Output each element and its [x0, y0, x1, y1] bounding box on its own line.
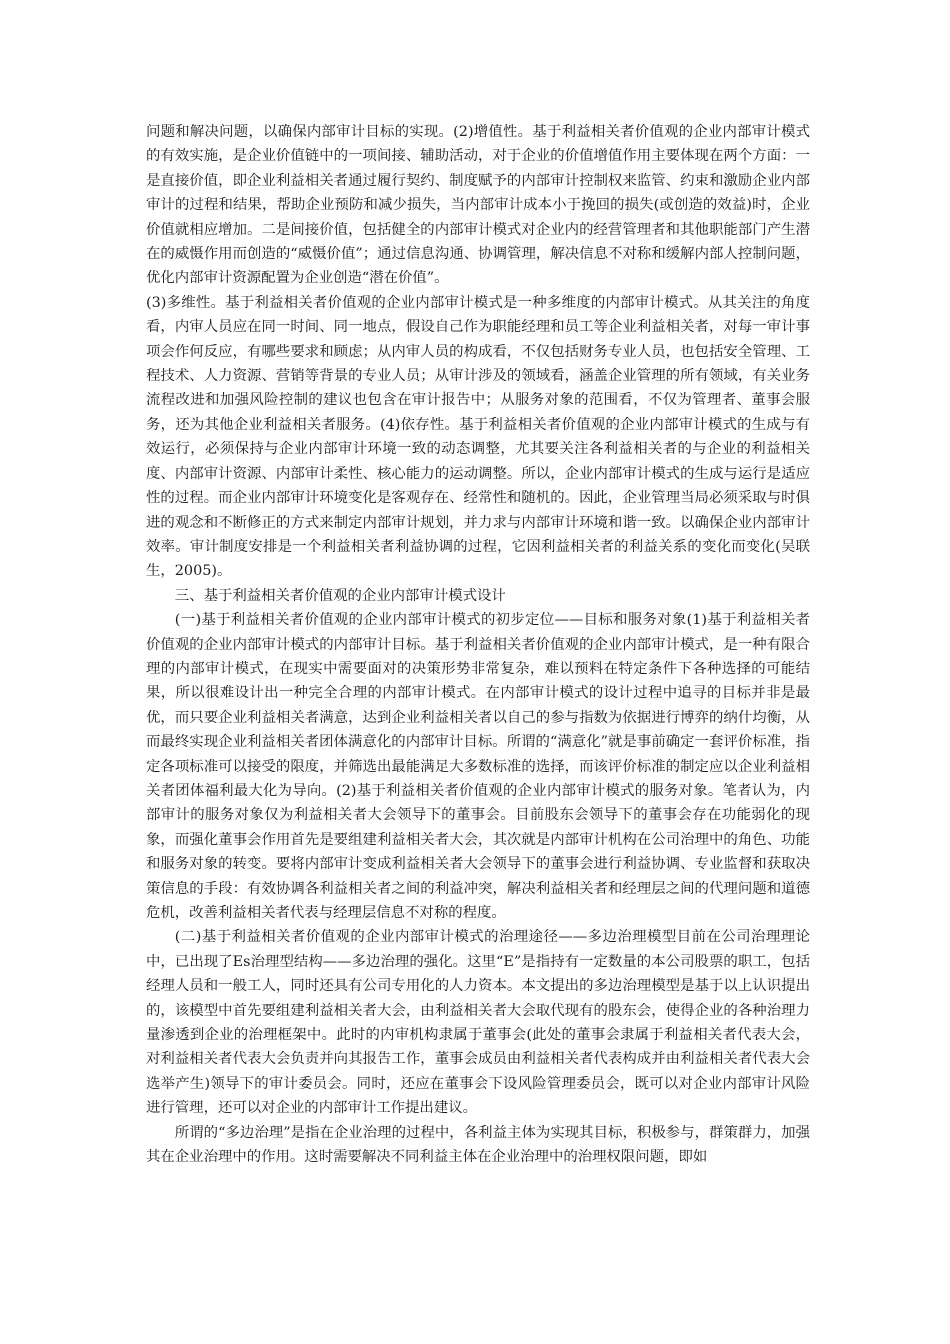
paragraph-positioning: (一)基于利益相关者价值观的企业内部审计模式的初步定位——目标和服务对象(1)基于利益相关者价值观的企业内部审计模式的内部审计目标。基于利益相关者价值观的企业内部审计模式，是一种有限合理的内部审计模式，在现实中需要面对的决策形势非常复杂，难以预料在特定条件下各种选择的可能结果，所以很难设计出一种完全合理的内部审计模式。在内部审计模式的设计过程中追寻的目标并非是最优，而只要企业利益相关者满意，达到企业利益相关者以自己的参与指数为依据进行博弈的纳什均衡，从而最终实现企业利益相关者团体满意化的内部审计目标。所谓的“满意化”就是事前确定一套评价标准，指定各项标准可以接受的限度，并筛选出最能满足大多数标准的选择，而该评价标准的制定应以企业利益相关者团体福利最大化为导向。(2)基于利益相关者价值观的企业内部审计模式的服务对象。笔者认为，内部审计的服务对象仅为利益相关者大会领导下的董事会。目前股东会领导下的董事会存在功能弱化的现象，而强化董事会作用首先是要组建利益相关者大会，其次就是内部审计机构在公司治理中的角色、功能和服务对象的转变。要将内部审计变成利益相关者大会领导下的董事会进行利益协调、专业监督和获取决策信息的手段：有效协调各利益相关者之间的利益冲突，解决利益相关者和经理层之间的代理问题和道德危机，改善利益相关者代表与经理层信息不对称的程度。 — [146, 612, 810, 921]
section-heading: 三、基于利益相关者价值观的企业内部审计模式设计 — [174, 587, 506, 604]
document-page — [146, 120, 810, 1169]
paragraph-multilateral: 所谓的“多边治理”是指在企业治理的过程中，各利益主体为实现其目标，积极参与，群策群力，加强其在企业治理中的作用。这时需要解决不同利益主体在企业治理中的治理权限问题，即如 — [146, 1124, 810, 1166]
paragraph-value-added: 问题和解决问题，以确保内部审计目标的实现。(2)增值性。基于利益相关者价值观的企业内部审计模式的有效实施，是企业价值链中的一项间接、辅助活动，对于企业的价值增值作用主要体现在两个方面：一是直接价值，即企业利益相关者通过履行契约、制度赋予的内部审计控制权来监管、约束和激励企业内部审计的过程和结果，帮助企业预防和减少损失，当内部审计成本小于挽回的损失(或创造的效益)时，企业价值就相应增加。二是间接价值，包括健全的内部审计模式对企业内的经营管理者和其他职能部门产生潜在的威慑作用而创造的“威慑价值”；通过信息沟通、协调管理，解决信息不对称和缓解内部人控制问题，优化内部审计资源配置为企业创造“潜在价值”。 — [146, 124, 810, 287]
paragraph-governance: (二)基于利益相关者价值观的企业内部审计模式的治理途径——多边治理模型目前在公司治理理论中，已出现了Es治理型结构——多边治理的强化。这里“E”是指持有一定数量的本公司股票的职工，包括经理人员和一般工人，同时还具有公司专用化的人力资本。本文提出的多边治理模型是基于以上认识提出的，该模型中首先要组建利益相关者大会，由利益相关者大会取代现有的股东会，使得企业的各种治理力量渗透到企业的治理框架中。此时的内审机构隶属于董事会(此处的董事会隶属于利益相关者代表大会，对利益相关者代表大会负责并向其报告工作，董事会成员由利益相关者代表构成并由利益相关者代表大会选举产生)领导下的审计委员会。同时，还应在董事会下设风险管理委员会，既可以对企业内部审计风险进行管理，还可以对企业的内部审计工作提出建议。 — [146, 929, 810, 1117]
paragraph-multidimensional: (3)多维性。基于利益相关者价值观的企业内部审计模式是一种多维度的内部审计模式。从其关注的角度看，内审人员应在同一时间、同一地点，假设自己作为职能经理和员工等企业利益相关者，对每一审计事项会作何反应，有哪些要求和顾虑；从内审人员的构成看，不仅包括财务专业人员，也包括安全管理、工程技术、人力资源、营销等背景的专业人员；从审计涉及的领域看，涵盖企业管理的所有领域，有关业务流程改进和加强风险控制的建议也包含在审计报告中；从服务对象的范围看，不仅为管理者、董事会服务，还为其他企业利益相关者服务。(4)依存性。基于利益相关者价值观的企业内部审计模式的生成与有效运行，必须保持与企业内部审计环境一致的动态调整，尤其要关注各利益相关者的与企业的利益相关度、内部审计资源、内部审计柔性、核心能力的运动调整。所以，企业内部审计模式的生成与运行是适应性的过程。而企业内部审计环境变化是客观存在、经常性和随机的。因此，企业管理当局必须采取与时俱进的观念和不断修正的方式来制定内部审计规划，并力求与内部审计环境和谐一致。以确保企业内部审计效率。审计制度安排是一个利益相关者利益协调的过程，它因利益相关者的利益关系的变化而变化(吴联生，2005)。 — [146, 294, 810, 580]
